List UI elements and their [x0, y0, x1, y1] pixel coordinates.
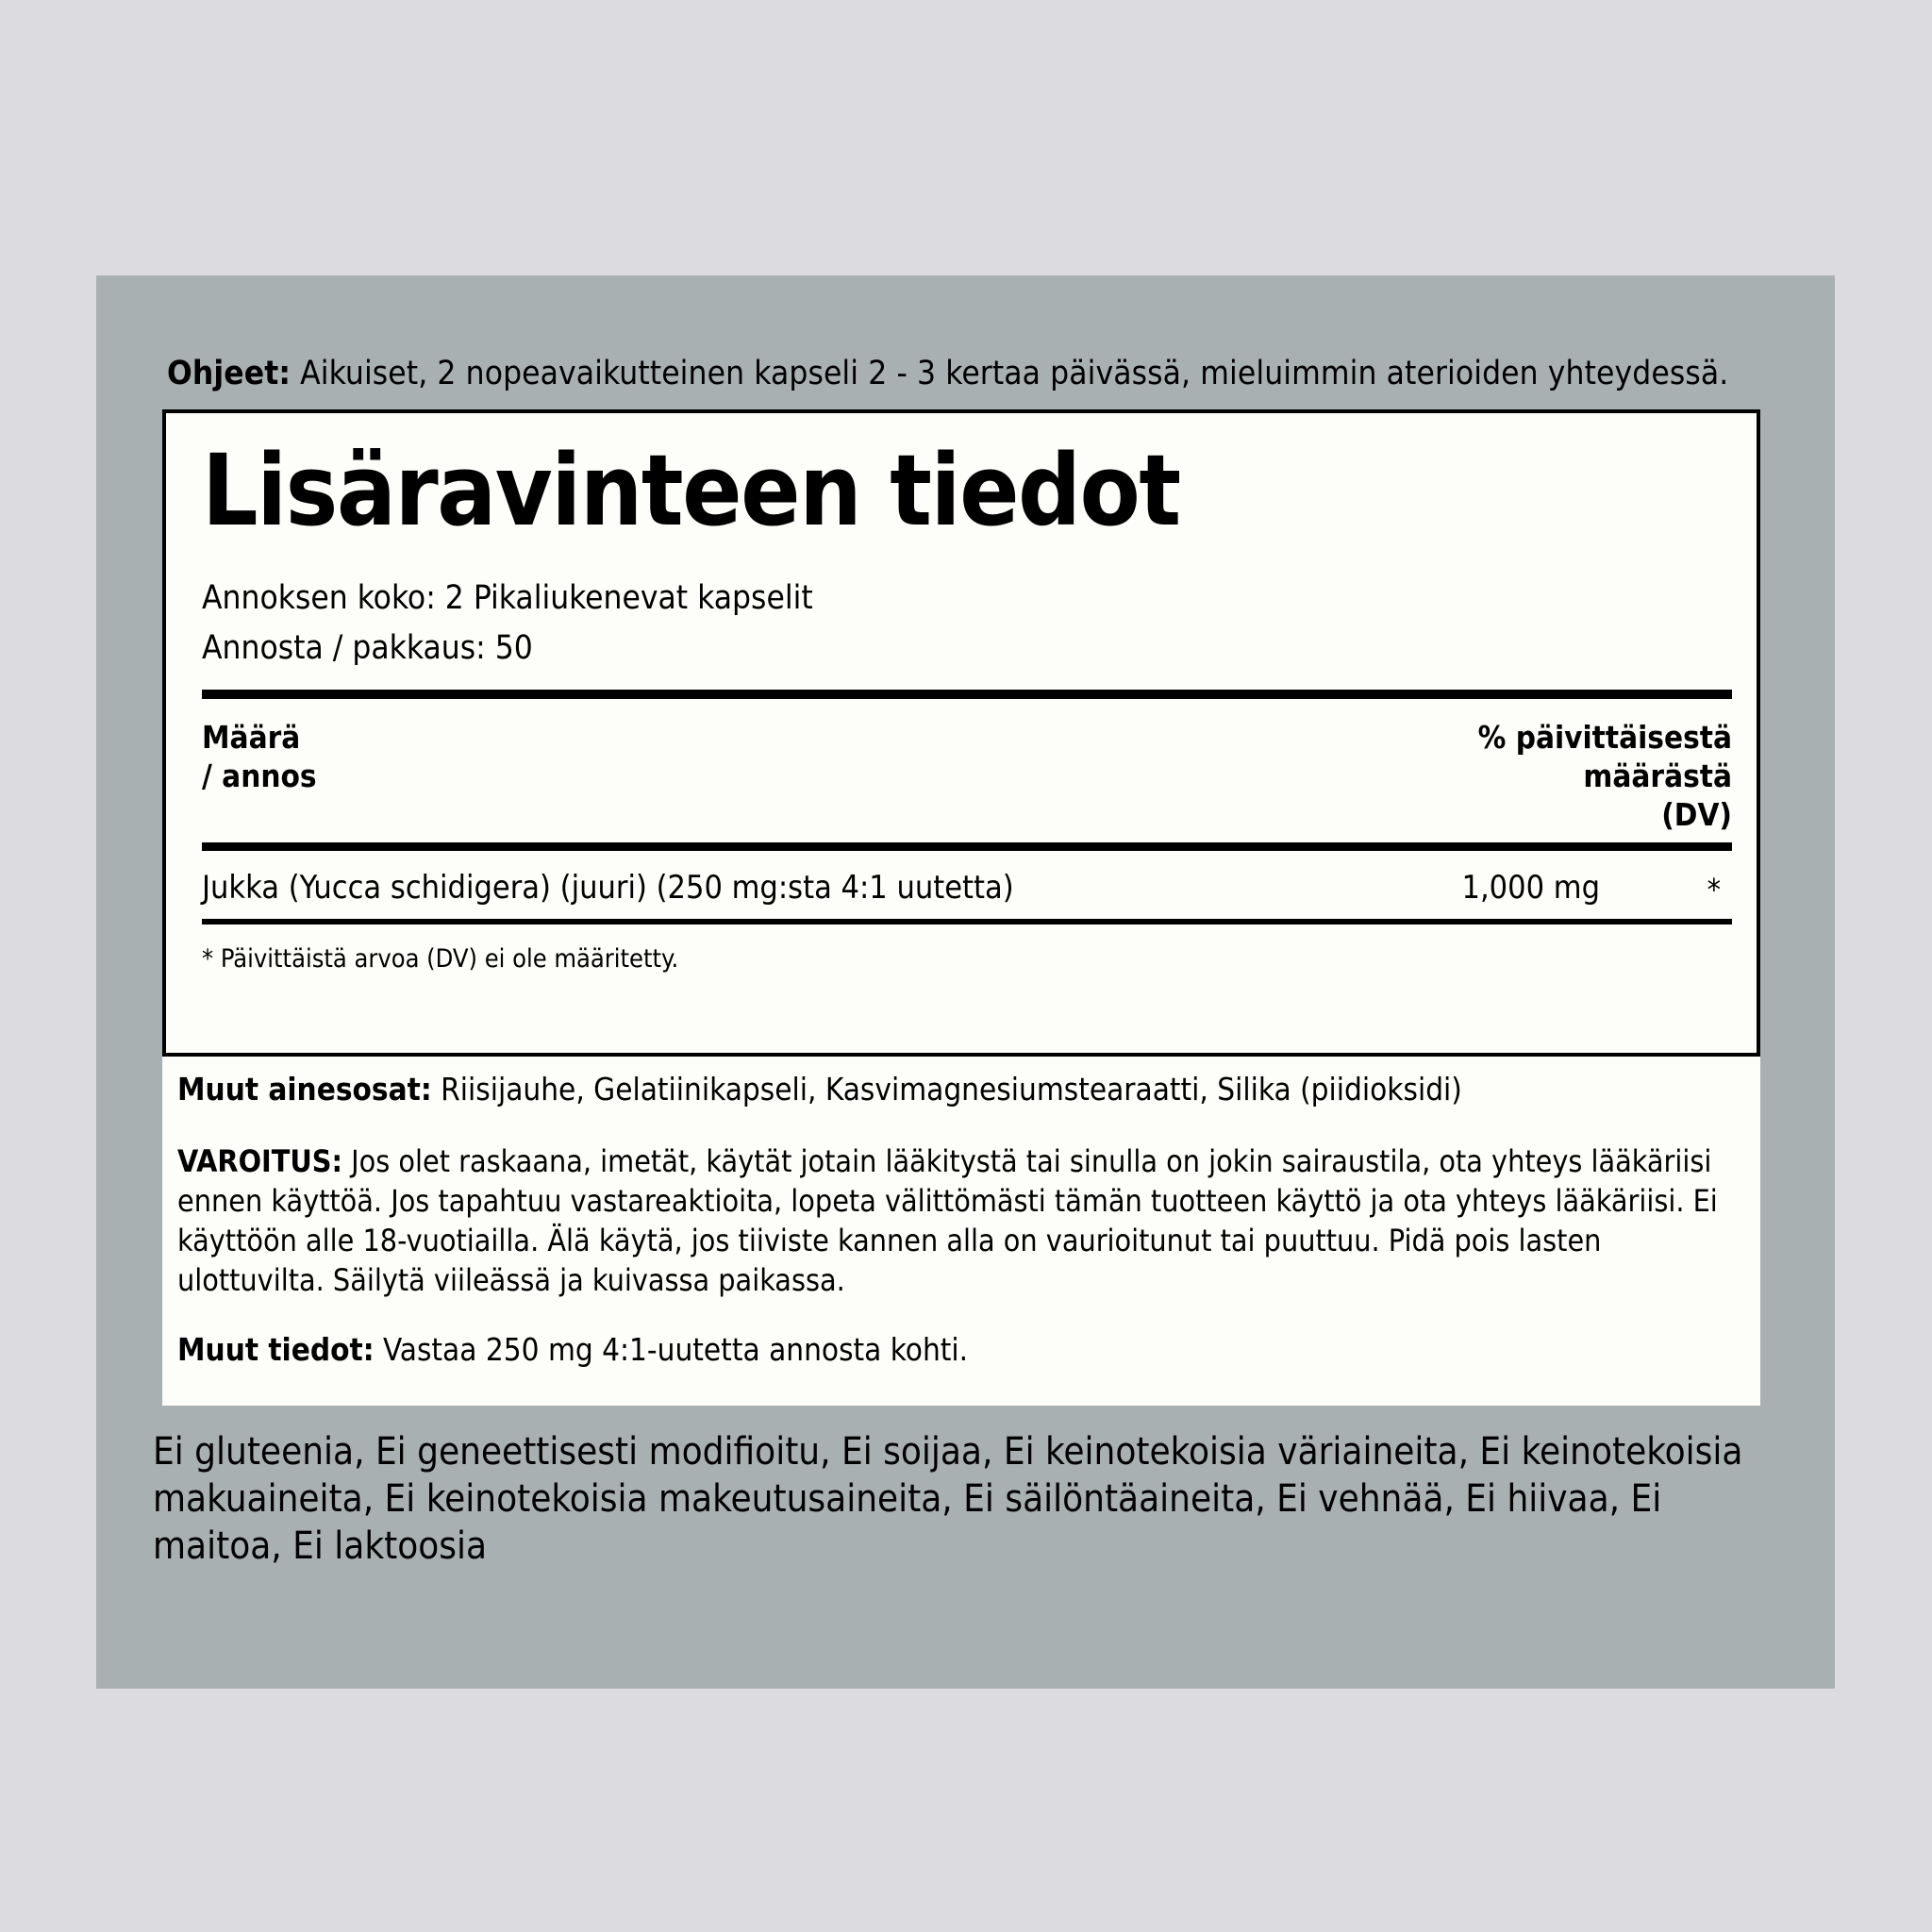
white-content-panel [162, 409, 1760, 1406]
other-ingredients-label: Muut ainesosat: [177, 1071, 432, 1108]
serving-size: Annoksen koko: 2 Pikaliukenevat kapselit [202, 579, 813, 617]
supplement-facts-inner [202, 413, 1732, 976]
other-info-label: Muut tiedot: [177, 1331, 375, 1368]
free-from-claims: Ei gluteenia, Ei geneettisesti modifioitu, Ei soijaa, Ei keinotekoisia väriaineita, Ei keinotekoisia makuaineita, Ei keinotekoisia makeutusaineita, Ei säilöntäaineita, Ei vehnää, Ei hiivaa, Ei maitoa, Ei laktoosia [153, 1430, 1743, 1568]
supplement-facts-box [162, 409, 1760, 1057]
warning-text: Jos olet raskaana, imetät, käytät jotain lääkitystä tai sinulla on jokin sairaustila, ota yhteys lääkäriisi ennen käyttöä. Jos tapahtuu vastareaktioita, lopeta välittömästi tämän tuotteen käyttö ja ota yhteys lääkäriisi. Ei käyttöön alle 18-vuotiailla. Älä käytä, jos tiiviste kannen alla on vaurioitunut tai puuttuu. Pidä pois lasten ulottuvilta. Säilytä viileässä ja kuivassa paikassa. [177, 1143, 1718, 1298]
column-header-daily-value [1478, 718, 1732, 834]
ingredient-daily-value: * [1707, 872, 1721, 908]
rule-below-header [202, 842, 1732, 851]
supplement-facts-title: Lisäravinteen tiedot [202, 433, 1180, 548]
supplement-label-panel [96, 275, 1835, 1689]
table-header-row [202, 699, 1732, 842]
column-header-amount-line1: Määrä [202, 719, 301, 756]
ingredient-name: Jukka (Yucca schidigera) (juuri) (250 mg:sta 4:1 uutetta) [202, 869, 1014, 907]
column-header-dv-line3: (DV) [1661, 796, 1732, 833]
servings-per-container: Annosta / pakkaus: 50 [202, 629, 533, 667]
daily-value-footnote: * Päivittäistä arvoa (DV) ei ole määritetty. [202, 944, 679, 974]
column-header-amount [202, 718, 317, 795]
warning-paragraph [177, 1141, 1743, 1300]
column-header-amount-line2: / annos [202, 758, 317, 794]
other-ingredients-line [177, 1070, 1743, 1109]
ingredient-amount: 1,000 mg [1461, 869, 1600, 907]
warning-label: VAROITUS: [177, 1143, 342, 1179]
rule-above-header [202, 690, 1732, 699]
other-ingredients-text: Riisijauhe, Gelatiinikapseli, Kasvimagnesiumstearaatti, Silika (piidioksidi) [431, 1071, 1462, 1108]
directions-line [167, 353, 1771, 394]
rule-below-row [202, 919, 1732, 924]
label-body-text [177, 1070, 1743, 1370]
table-row [202, 851, 1732, 919]
other-info-line [177, 1330, 1743, 1370]
column-header-dv-line1: % päivittäisestä [1477, 719, 1732, 756]
serving-info-block [202, 574, 1732, 674]
directions-text: Aikuiset, 2 nopeavaikutteinen kapseli 2 - 3 kertaa päivässä, mieluimmin aterioiden yhteydessä. [291, 355, 1729, 392]
directions-label: Ohjeet: [167, 355, 291, 392]
column-header-dv-line2: määrästä [1583, 758, 1732, 794]
other-info-text: Vastaa 250 mg 4:1-uutetta annosta kohti. [374, 1331, 969, 1368]
